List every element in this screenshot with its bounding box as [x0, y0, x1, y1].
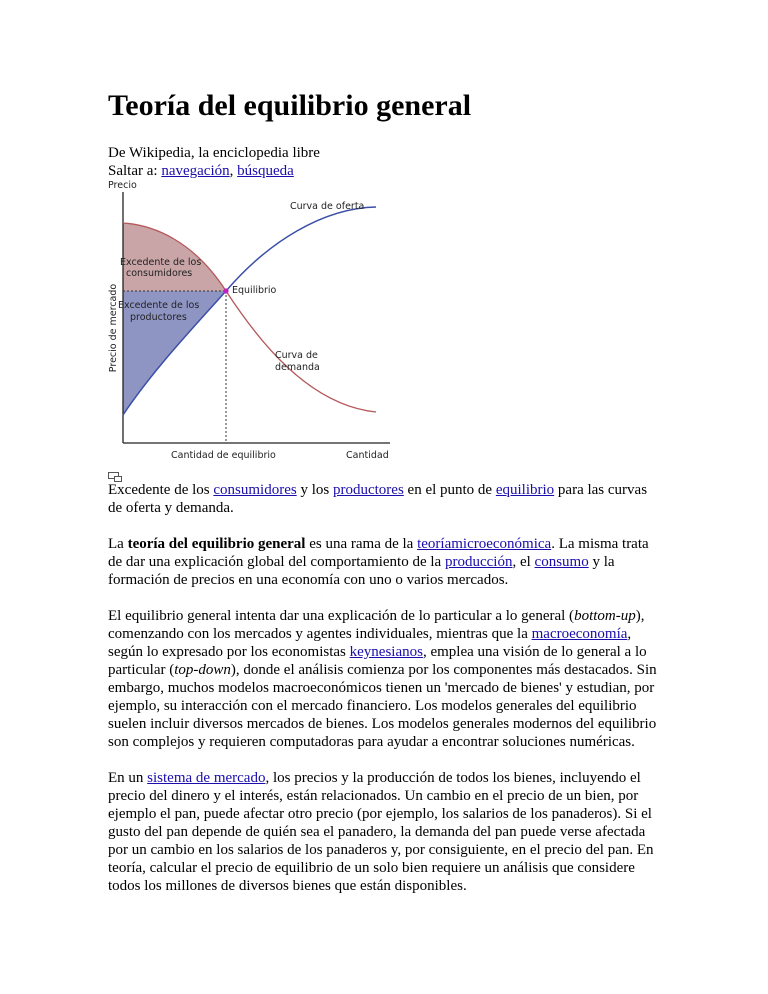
jump-prefix: Saltar a: — [108, 163, 162, 179]
article-meta — [108, 144, 663, 180]
link-consumo[interactable]: consumo — [534, 554, 589, 570]
equilibrium-quantity-label: Cantidad de equilibrio — [171, 450, 276, 461]
search-link[interactable]: búsqueda — [237, 163, 294, 179]
producer-surplus-label-1: Excedente de los — [118, 300, 200, 311]
jump-links — [108, 162, 663, 180]
link-sistema-de-mercado[interactable]: sistema de mercado — [147, 770, 266, 786]
consumer-surplus-label-1: Excedente de los — [120, 257, 202, 268]
supply-demand-figure — [108, 180, 398, 465]
x-axis-label: Cantidad — [346, 450, 389, 461]
y-axis-title: Precio — [108, 180, 137, 191]
paragraph-text: La — [108, 536, 128, 552]
caption-text: Excedente de los — [108, 482, 214, 498]
producer-surplus-label-2: productores — [130, 312, 187, 323]
paragraph-text: ), donde el análisis comienza por los componentes más destacados. Sin embargo, muchos modelos macroeconómicos tienen un 'mercado de bienes' y estudian, por ejemplo, su interacción con el mercado financiero. Los modelos generales del equilibrio suelen incluir diversos mercados de bienes. Los modelos generales modernos del equilibrio son complejos y requieren computadoras para ayudar a encontrar soluciones numéricas. — [108, 662, 657, 750]
paragraph-text: , emplea una visión de lo general a lo particular ( — [108, 644, 647, 678]
supply-curve-label: Curva de oferta — [290, 201, 365, 212]
demand-curve-label-1: Curva de — [275, 350, 318, 361]
italic-term: top-down — [174, 662, 231, 678]
paragraph-text: , el — [512, 554, 535, 570]
paragraph-text: . La misma trata de dar una explicación global del comportamiento de la — [108, 536, 649, 570]
paragraph-text: es una rama de la — [305, 536, 418, 552]
page-title: Teoría del equilibrio general — [108, 89, 472, 122]
article — [108, 88, 663, 895]
caption-text: para las curvas de oferta y demanda. — [108, 482, 648, 516]
link-equilibrio[interactable]: equilibrio — [495, 482, 555, 498]
caption-text: y los — [296, 482, 333, 498]
jump-separator: , — [229, 163, 238, 179]
link-microeconomica[interactable]: teoríamicroeconómica — [417, 536, 552, 552]
demand-curve-label-2: demanda — [275, 362, 320, 373]
link-macroeconomia[interactable]: macroeconomía — [531, 626, 628, 642]
paragraph-text: , según lo expresado por los economistas — [108, 626, 632, 660]
source-line: De Wikipedia, la enciclopedia libre — [108, 145, 320, 161]
link-consumidores[interactable]: consumidores — [213, 482, 297, 498]
y-axis-label: Precio de mercado — [108, 283, 119, 373]
link-productores[interactable]: productores — [332, 482, 404, 498]
italic-term: bottom-up — [574, 608, 636, 624]
paragraph-text: y la formación de precios en una economía con uno o varios mercados. — [108, 554, 615, 588]
link-produccion[interactable]: producción — [444, 554, 513, 570]
paragraph-text: En un — [108, 770, 148, 786]
paragraph-text: El equilibrio general intenta dar una explicación de lo particular a lo general ( — [108, 608, 575, 624]
consumer-surplus-label-2: consumidores — [126, 268, 193, 279]
paragraph-text: , los precios y la producción de todos los bienes, incluyendo el precio del dinero y el interés, están relacionados. Un cambio en el precio de un bien, por ejemplo el pan, puede afectar otro precio (por ejemplo, los salarios de los panaderos). Si el gusto del pan depende de quién sea el panadero, la demanda del pan puede verse afectada por un cambio en los salarios de los panaderos y, por consiguiente, en el precio del pan. En teoría, calcular el precio de equilibrio de un solo bien requiere un análisis que considere todos los millones de diversos bienes que están disponibles. — [108, 770, 654, 894]
link-keynesianos[interactable]: keynesianos — [349, 644, 423, 660]
paragraph-market-system — [108, 769, 663, 895]
paragraph-intro — [108, 535, 663, 589]
navigation-link[interactable]: navegación — [161, 163, 230, 179]
paragraph-bottom-up — [108, 607, 663, 751]
figure-caption — [108, 481, 663, 517]
equilibrium-point — [223, 288, 228, 293]
equilibrium-label: Equilibrio — [232, 285, 277, 296]
enlarge-icon[interactable] — [108, 469, 663, 481]
supply-demand-diagram — [108, 180, 398, 465]
paragraph-text: ), comenzando con los mercados y agentes individuales, mientras que la — [108, 608, 645, 642]
caption-text: en el punto de — [403, 482, 496, 498]
bold-term: teoría del equilibrio general — [127, 536, 306, 552]
